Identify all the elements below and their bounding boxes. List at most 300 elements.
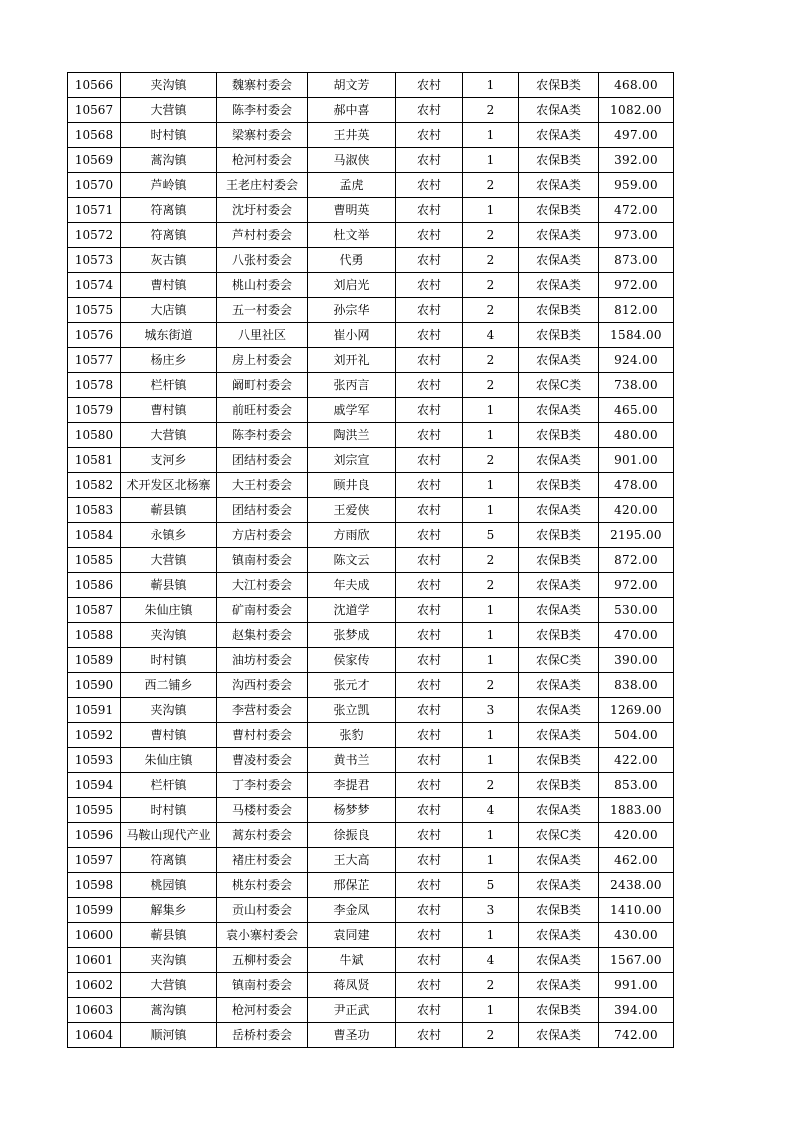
amount-cell: 470.00 xyxy=(599,623,674,648)
township-cell: 夹沟镇 xyxy=(121,623,217,648)
amount-cell: 1082.00 xyxy=(599,98,674,123)
household-count-cell: 1 xyxy=(463,998,519,1023)
record-id-cell: 10588 xyxy=(68,623,121,648)
amount-cell: 465.00 xyxy=(599,398,674,423)
township-cell: 曹村镇 xyxy=(121,273,217,298)
amount-cell: 504.00 xyxy=(599,723,674,748)
amount-cell: 422.00 xyxy=(599,748,674,773)
township-cell: 蕲县镇 xyxy=(121,498,217,523)
village-committee-cell: 方店村委会 xyxy=(217,523,308,548)
record-id-cell: 10598 xyxy=(68,873,121,898)
amount-cell: 1567.00 xyxy=(599,948,674,973)
area-type-cell: 农村 xyxy=(396,223,463,248)
insurance-category-cell: 农保A类 xyxy=(519,573,599,598)
amount-cell: 392.00 xyxy=(599,148,674,173)
table-row xyxy=(68,723,674,748)
person-name-cell: 戚学军 xyxy=(308,398,396,423)
table-row xyxy=(68,448,674,473)
insurance-category-cell: 农保B类 xyxy=(519,148,599,173)
record-id-cell: 10592 xyxy=(68,723,121,748)
table-row xyxy=(68,498,674,523)
table-row xyxy=(68,973,674,998)
area-type-cell: 农村 xyxy=(396,548,463,573)
record-id-cell: 10569 xyxy=(68,148,121,173)
person-name-cell: 尹正武 xyxy=(308,998,396,1023)
insurance-category-cell: 农保C类 xyxy=(519,373,599,398)
amount-cell: 959.00 xyxy=(599,173,674,198)
household-count-cell: 2 xyxy=(463,673,519,698)
household-count-cell: 3 xyxy=(463,698,519,723)
household-count-cell: 2 xyxy=(463,773,519,798)
person-name-cell: 张豹 xyxy=(308,723,396,748)
amount-cell: 468.00 xyxy=(599,73,674,98)
village-committee-cell: 八里社区 xyxy=(217,323,308,348)
person-name-cell: 李提君 xyxy=(308,773,396,798)
household-count-cell: 2 xyxy=(463,298,519,323)
household-count-cell: 2 xyxy=(463,573,519,598)
amount-cell: 872.00 xyxy=(599,548,674,573)
household-count-cell: 2 xyxy=(463,223,519,248)
person-name-cell: 陶洪兰 xyxy=(308,423,396,448)
record-id-cell: 10601 xyxy=(68,948,121,973)
table-row xyxy=(68,198,674,223)
area-type-cell: 农村 xyxy=(396,873,463,898)
table-row xyxy=(68,623,674,648)
township-cell: 蒿沟镇 xyxy=(121,998,217,1023)
amount-cell: 462.00 xyxy=(599,848,674,873)
insurance-category-cell: 农保B类 xyxy=(519,298,599,323)
amount-cell: 901.00 xyxy=(599,448,674,473)
person-name-cell: 黄书兰 xyxy=(308,748,396,773)
record-id-cell: 10572 xyxy=(68,223,121,248)
record-id-cell: 10586 xyxy=(68,573,121,598)
amount-cell: 472.00 xyxy=(599,198,674,223)
amount-cell: 394.00 xyxy=(599,998,674,1023)
village-committee-cell: 贡山村委会 xyxy=(217,898,308,923)
person-name-cell: 张元才 xyxy=(308,673,396,698)
table-row xyxy=(68,223,674,248)
household-count-cell: 2 xyxy=(463,173,519,198)
person-name-cell: 李金凤 xyxy=(308,898,396,923)
person-name-cell: 胡文芳 xyxy=(308,73,396,98)
insurance-category-cell: 农保B类 xyxy=(519,473,599,498)
township-cell: 城东街道 xyxy=(121,323,217,348)
insurance-category-cell: 农保A类 xyxy=(519,98,599,123)
household-count-cell: 1 xyxy=(463,473,519,498)
township-cell: 蕲县镇 xyxy=(121,573,217,598)
amount-cell: 812.00 xyxy=(599,298,674,323)
household-count-cell: 1 xyxy=(463,148,519,173)
village-committee-cell: 枪河村委会 xyxy=(217,148,308,173)
table-row xyxy=(68,773,674,798)
township-cell: 栏杆镇 xyxy=(121,373,217,398)
record-id-cell: 10574 xyxy=(68,273,121,298)
township-cell: 杨庄乡 xyxy=(121,348,217,373)
area-type-cell: 农村 xyxy=(396,148,463,173)
table-row xyxy=(68,548,674,573)
area-type-cell: 农村 xyxy=(396,398,463,423)
insurance-category-cell: 农保A类 xyxy=(519,173,599,198)
village-committee-cell: 五一村委会 xyxy=(217,298,308,323)
insurance-category-cell: 农保A类 xyxy=(519,723,599,748)
village-committee-cell: 陈李村委会 xyxy=(217,98,308,123)
household-count-cell: 1 xyxy=(463,398,519,423)
record-id-cell: 10604 xyxy=(68,1023,121,1048)
table-row xyxy=(68,373,674,398)
area-type-cell: 农村 xyxy=(396,698,463,723)
table-row xyxy=(68,898,674,923)
area-type-cell: 农村 xyxy=(396,98,463,123)
township-cell: 时村镇 xyxy=(121,648,217,673)
household-count-cell: 4 xyxy=(463,323,519,348)
household-count-cell: 5 xyxy=(463,523,519,548)
area-type-cell: 农村 xyxy=(396,823,463,848)
person-name-cell: 马淑侠 xyxy=(308,148,396,173)
table-row xyxy=(68,698,674,723)
township-cell: 栏杆镇 xyxy=(121,773,217,798)
township-cell: 大营镇 xyxy=(121,548,217,573)
table-row xyxy=(68,148,674,173)
insurance-category-cell: 农保A类 xyxy=(519,248,599,273)
insurance-category-cell: 农保B类 xyxy=(519,548,599,573)
record-id-cell: 10589 xyxy=(68,648,121,673)
township-cell: 朱仙庄镇 xyxy=(121,598,217,623)
record-id-cell: 10591 xyxy=(68,698,121,723)
person-name-cell: 孙宗华 xyxy=(308,298,396,323)
village-committee-cell: 芦村村委会 xyxy=(217,223,308,248)
relief-roster-table xyxy=(67,72,674,1048)
table-row xyxy=(68,748,674,773)
township-cell: 时村镇 xyxy=(121,798,217,823)
area-type-cell: 农村 xyxy=(396,773,463,798)
household-count-cell: 1 xyxy=(463,423,519,448)
township-cell: 朱仙庄镇 xyxy=(121,748,217,773)
household-count-cell: 1 xyxy=(463,623,519,648)
area-type-cell: 农村 xyxy=(396,673,463,698)
insurance-category-cell: 农保C类 xyxy=(519,648,599,673)
record-id-cell: 10580 xyxy=(68,423,121,448)
table-row xyxy=(68,823,674,848)
amount-cell: 742.00 xyxy=(599,1023,674,1048)
record-id-cell: 10579 xyxy=(68,398,121,423)
household-count-cell: 2 xyxy=(463,548,519,573)
village-committee-cell: 团结村委会 xyxy=(217,448,308,473)
table-row xyxy=(68,923,674,948)
record-id-cell: 10600 xyxy=(68,923,121,948)
village-committee-cell: 梁寨村委会 xyxy=(217,123,308,148)
household-count-cell: 1 xyxy=(463,123,519,148)
village-committee-cell: 矿南村委会 xyxy=(217,598,308,623)
village-committee-cell: 王老庄村委会 xyxy=(217,173,308,198)
amount-cell: 972.00 xyxy=(599,273,674,298)
area-type-cell: 农村 xyxy=(396,73,463,98)
table-row xyxy=(68,573,674,598)
household-count-cell: 1 xyxy=(463,723,519,748)
township-cell: 蕲县镇 xyxy=(121,923,217,948)
village-committee-cell: 桃东村委会 xyxy=(217,873,308,898)
amount-cell: 480.00 xyxy=(599,423,674,448)
area-type-cell: 农村 xyxy=(396,523,463,548)
insurance-category-cell: 农保A类 xyxy=(519,498,599,523)
person-name-cell: 杜文举 xyxy=(308,223,396,248)
person-name-cell: 蒋凤贤 xyxy=(308,973,396,998)
record-id-cell: 10570 xyxy=(68,173,121,198)
record-id-cell: 10585 xyxy=(68,548,121,573)
person-name-cell: 曹圣功 xyxy=(308,1023,396,1048)
area-type-cell: 农村 xyxy=(396,573,463,598)
township-cell: 大营镇 xyxy=(121,423,217,448)
village-committee-cell: 阚町村委会 xyxy=(217,373,308,398)
person-name-cell: 刘开礼 xyxy=(308,348,396,373)
amount-cell: 973.00 xyxy=(599,223,674,248)
household-count-cell: 2 xyxy=(463,248,519,273)
record-id-cell: 10603 xyxy=(68,998,121,1023)
township-cell: 符离镇 xyxy=(121,198,217,223)
amount-cell: 924.00 xyxy=(599,348,674,373)
township-cell: 大营镇 xyxy=(121,973,217,998)
insurance-category-cell: 农保B类 xyxy=(519,523,599,548)
person-name-cell: 张立凯 xyxy=(308,698,396,723)
village-committee-cell: 前旺村委会 xyxy=(217,398,308,423)
person-name-cell: 沈道学 xyxy=(308,598,396,623)
amount-cell: 853.00 xyxy=(599,773,674,798)
insurance-category-cell: 农保B类 xyxy=(519,898,599,923)
area-type-cell: 农村 xyxy=(396,798,463,823)
table-row xyxy=(68,473,674,498)
township-cell: 西二铺乡 xyxy=(121,673,217,698)
insurance-category-cell: 农保B类 xyxy=(519,323,599,348)
record-id-cell: 10571 xyxy=(68,198,121,223)
amount-cell: 2195.00 xyxy=(599,523,674,548)
township-cell: 符离镇 xyxy=(121,848,217,873)
village-committee-cell: 镇南村委会 xyxy=(217,548,308,573)
table-row xyxy=(68,273,674,298)
insurance-category-cell: 农保A类 xyxy=(519,598,599,623)
village-committee-cell: 八张村委会 xyxy=(217,248,308,273)
insurance-category-cell: 农保A类 xyxy=(519,923,599,948)
household-count-cell: 5 xyxy=(463,873,519,898)
table-row xyxy=(68,948,674,973)
household-count-cell: 1 xyxy=(463,598,519,623)
insurance-category-cell: 农保B类 xyxy=(519,623,599,648)
household-count-cell: 1 xyxy=(463,748,519,773)
village-committee-cell: 曹村村委会 xyxy=(217,723,308,748)
area-type-cell: 农村 xyxy=(396,923,463,948)
area-type-cell: 农村 xyxy=(396,198,463,223)
table-row xyxy=(68,1023,674,1048)
village-committee-cell: 团结村委会 xyxy=(217,498,308,523)
village-committee-cell: 褚庄村委会 xyxy=(217,848,308,873)
table-row xyxy=(68,648,674,673)
area-type-cell: 农村 xyxy=(396,448,463,473)
household-count-cell: 3 xyxy=(463,898,519,923)
table-row xyxy=(68,398,674,423)
record-id-cell: 10568 xyxy=(68,123,121,148)
table-row xyxy=(68,848,674,873)
table-row xyxy=(68,173,674,198)
village-committee-cell: 五柳村委会 xyxy=(217,948,308,973)
household-count-cell: 2 xyxy=(463,348,519,373)
township-cell: 时村镇 xyxy=(121,123,217,148)
village-committee-cell: 李营村委会 xyxy=(217,698,308,723)
table-row xyxy=(68,123,674,148)
record-id-cell: 10587 xyxy=(68,598,121,623)
area-type-cell: 农村 xyxy=(396,1023,463,1048)
township-cell: 支河乡 xyxy=(121,448,217,473)
area-type-cell: 农村 xyxy=(396,748,463,773)
area-type-cell: 农村 xyxy=(396,848,463,873)
area-type-cell: 农村 xyxy=(396,898,463,923)
record-id-cell: 10566 xyxy=(68,73,121,98)
record-id-cell: 10583 xyxy=(68,498,121,523)
person-name-cell: 杨梦梦 xyxy=(308,798,396,823)
table-row xyxy=(68,673,674,698)
record-id-cell: 10595 xyxy=(68,798,121,823)
amount-cell: 873.00 xyxy=(599,248,674,273)
village-committee-cell: 陈李村委会 xyxy=(217,423,308,448)
table-row xyxy=(68,348,674,373)
table-row xyxy=(68,598,674,623)
township-cell: 曹村镇 xyxy=(121,398,217,423)
insurance-category-cell: 农保B类 xyxy=(519,423,599,448)
insurance-category-cell: 农保A类 xyxy=(519,873,599,898)
person-name-cell: 曹明英 xyxy=(308,198,396,223)
insurance-category-cell: 农保A类 xyxy=(519,123,599,148)
village-committee-cell: 枪河村委会 xyxy=(217,998,308,1023)
village-committee-cell: 沈圩村委会 xyxy=(217,198,308,223)
amount-cell: 838.00 xyxy=(599,673,674,698)
township-cell: 大店镇 xyxy=(121,298,217,323)
household-count-cell: 2 xyxy=(463,1023,519,1048)
village-committee-cell: 魏寨村委会 xyxy=(217,73,308,98)
record-id-cell: 10578 xyxy=(68,373,121,398)
township-cell: 夹沟镇 xyxy=(121,948,217,973)
area-type-cell: 农村 xyxy=(396,723,463,748)
township-cell: 解集乡 xyxy=(121,898,217,923)
household-count-cell: 4 xyxy=(463,798,519,823)
insurance-category-cell: 农保A类 xyxy=(519,973,599,998)
table-row xyxy=(68,873,674,898)
table-row xyxy=(68,248,674,273)
village-committee-cell: 大江村委会 xyxy=(217,573,308,598)
household-count-cell: 1 xyxy=(463,198,519,223)
person-name-cell: 张丙言 xyxy=(308,373,396,398)
record-id-cell: 10582 xyxy=(68,473,121,498)
township-cell: 夹沟镇 xyxy=(121,698,217,723)
area-type-cell: 农村 xyxy=(396,273,463,298)
area-type-cell: 农村 xyxy=(396,348,463,373)
household-count-cell: 1 xyxy=(463,73,519,98)
insurance-category-cell: 农保A类 xyxy=(519,848,599,873)
person-name-cell: 徐振良 xyxy=(308,823,396,848)
insurance-category-cell: 农保A类 xyxy=(519,448,599,473)
insurance-category-cell: 农保A类 xyxy=(519,798,599,823)
amount-cell: 1584.00 xyxy=(599,323,674,348)
amount-cell: 478.00 xyxy=(599,473,674,498)
township-cell: 蒿沟镇 xyxy=(121,148,217,173)
amount-cell: 530.00 xyxy=(599,598,674,623)
person-name-cell: 侯家传 xyxy=(308,648,396,673)
household-count-cell: 2 xyxy=(463,448,519,473)
household-count-cell: 2 xyxy=(463,98,519,123)
area-type-cell: 农村 xyxy=(396,598,463,623)
person-name-cell: 刘宗宣 xyxy=(308,448,396,473)
township-cell: 灰古镇 xyxy=(121,248,217,273)
amount-cell: 1883.00 xyxy=(599,798,674,823)
village-committee-cell: 房上村委会 xyxy=(217,348,308,373)
person-name-cell: 代勇 xyxy=(308,248,396,273)
person-name-cell: 牛斌 xyxy=(308,948,396,973)
village-committee-cell: 曹凌村委会 xyxy=(217,748,308,773)
record-id-cell: 10577 xyxy=(68,348,121,373)
record-id-cell: 10567 xyxy=(68,98,121,123)
township-cell: 夹沟镇 xyxy=(121,73,217,98)
person-name-cell: 王井英 xyxy=(308,123,396,148)
table-row xyxy=(68,423,674,448)
township-cell: 桃园镇 xyxy=(121,873,217,898)
person-name-cell: 郝中喜 xyxy=(308,98,396,123)
person-name-cell: 刘启光 xyxy=(308,273,396,298)
township-cell: 术开发区北杨寨 xyxy=(121,473,217,498)
amount-cell: 420.00 xyxy=(599,823,674,848)
area-type-cell: 农村 xyxy=(396,973,463,998)
person-name-cell: 孟虎 xyxy=(308,173,396,198)
area-type-cell: 农村 xyxy=(396,123,463,148)
table-row xyxy=(68,298,674,323)
township-cell: 曹村镇 xyxy=(121,723,217,748)
village-committee-cell: 油坊村委会 xyxy=(217,648,308,673)
insurance-category-cell: 农保A类 xyxy=(519,348,599,373)
household-count-cell: 1 xyxy=(463,648,519,673)
amount-cell: 2438.00 xyxy=(599,873,674,898)
area-type-cell: 农村 xyxy=(396,623,463,648)
insurance-category-cell: 农保A类 xyxy=(519,273,599,298)
area-type-cell: 农村 xyxy=(396,473,463,498)
village-committee-cell: 马楼村委会 xyxy=(217,798,308,823)
village-committee-cell: 岳桥村委会 xyxy=(217,1023,308,1048)
record-id-cell: 10584 xyxy=(68,523,121,548)
record-id-cell: 10576 xyxy=(68,323,121,348)
insurance-category-cell: 农保A类 xyxy=(519,398,599,423)
table-row xyxy=(68,998,674,1023)
area-type-cell: 农村 xyxy=(396,998,463,1023)
amount-cell: 972.00 xyxy=(599,573,674,598)
household-count-cell: 1 xyxy=(463,823,519,848)
township-cell: 马鞍山现代产业 xyxy=(121,823,217,848)
record-id-cell: 10599 xyxy=(68,898,121,923)
village-committee-cell: 镇南村委会 xyxy=(217,973,308,998)
household-count-cell: 1 xyxy=(463,498,519,523)
person-name-cell: 袁同建 xyxy=(308,923,396,948)
record-id-cell: 10575 xyxy=(68,298,121,323)
area-type-cell: 农村 xyxy=(396,498,463,523)
village-committee-cell: 沟西村委会 xyxy=(217,673,308,698)
amount-cell: 430.00 xyxy=(599,923,674,948)
table-row xyxy=(68,323,674,348)
person-name-cell: 王大高 xyxy=(308,848,396,873)
insurance-category-cell: 农保A类 xyxy=(519,223,599,248)
household-count-cell: 2 xyxy=(463,373,519,398)
record-id-cell: 10593 xyxy=(68,748,121,773)
person-name-cell: 陈文云 xyxy=(308,548,396,573)
township-cell: 顺河镇 xyxy=(121,1023,217,1048)
record-id-cell: 10590 xyxy=(68,673,121,698)
village-committee-cell: 大王村委会 xyxy=(217,473,308,498)
person-name-cell: 王爱侠 xyxy=(308,498,396,523)
record-id-cell: 10581 xyxy=(68,448,121,473)
record-id-cell: 10597 xyxy=(68,848,121,873)
area-type-cell: 农村 xyxy=(396,373,463,398)
